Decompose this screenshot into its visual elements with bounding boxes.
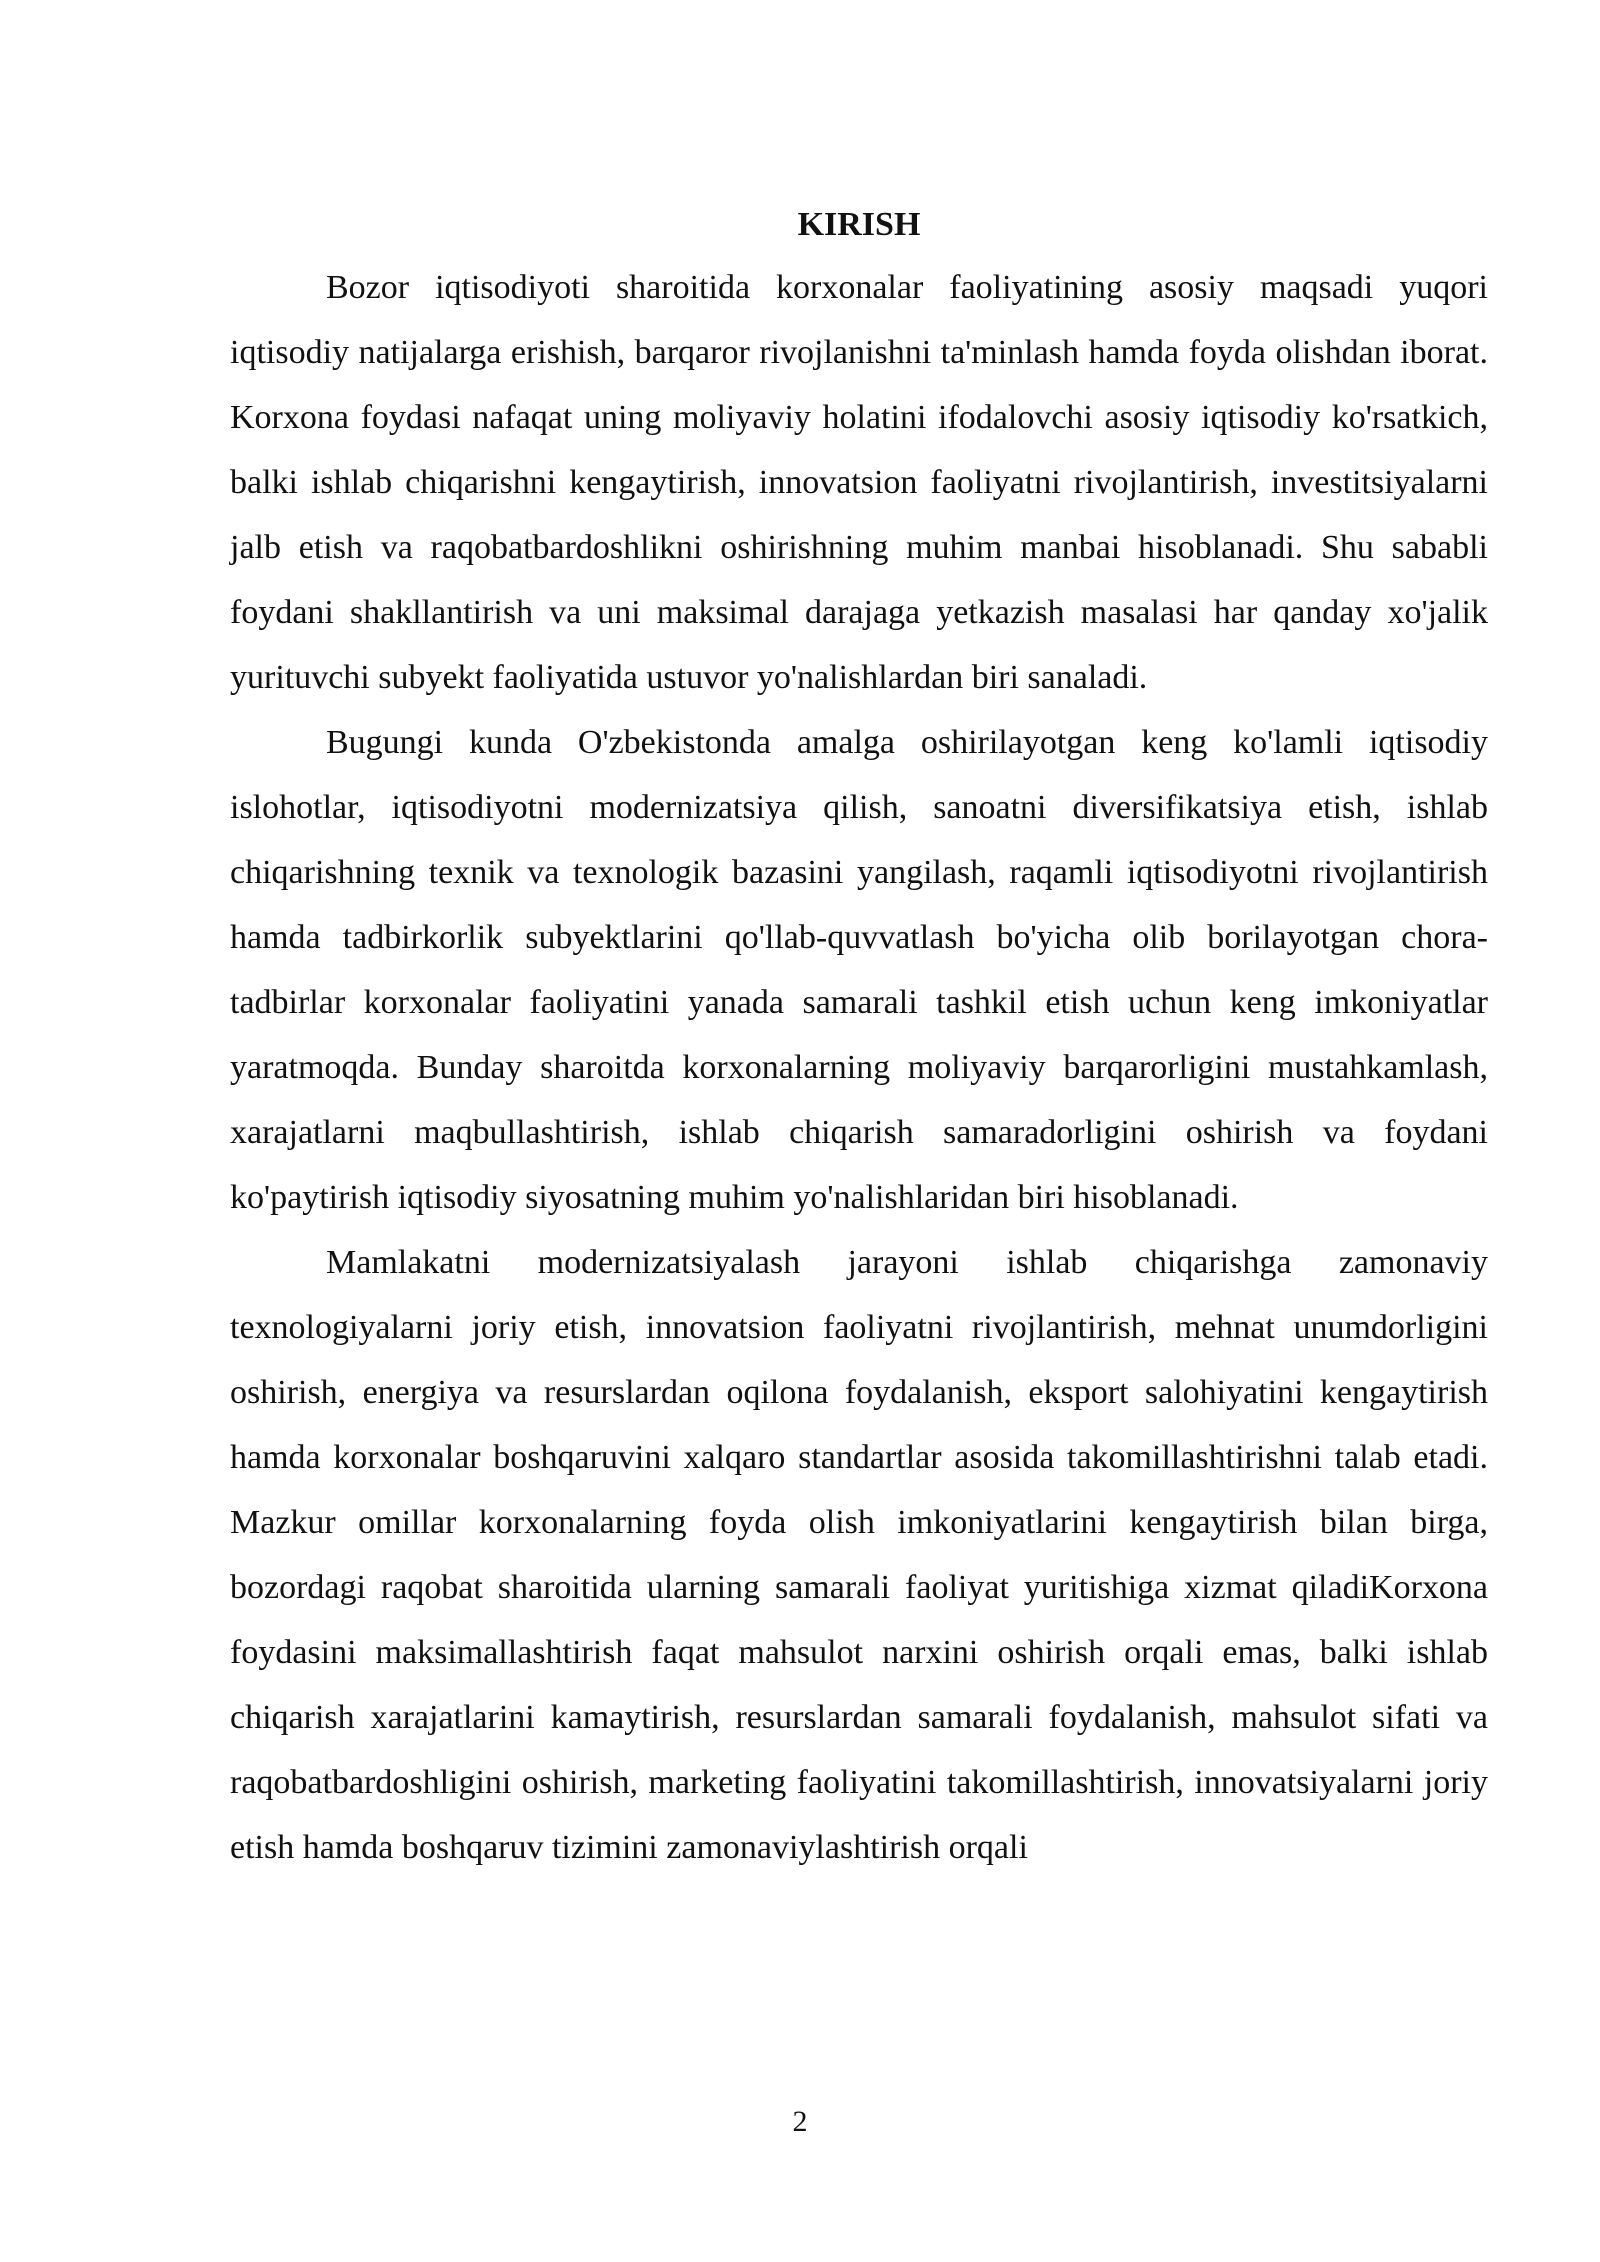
- page-number: 2: [792, 2105, 808, 2138]
- paragraph-2: Bugungi kunda O'zbekistonda amalga oshirilayotgan keng ko'lamli iqtisodiy islohotlar, iqtisodiyotni modernizatsiya qilish, sanoatni diversifikatsiya etish, ishlab chiqarishning texnik va texnologik bazasini yangilash, raqamli iqtisodiyotni rivojlantirish hamda tadbirkorlik subyektlarini qo'llab-quvvatlash bo'yicha olib borilayotgan chora-tadbirlar korxonalar faoliyatini yanada samarali tashkil etish uchun keng imkoniyatlar yaratmoqda. Bunday sharoitda korxonalarning moliyaviy barqarorligini mustahkamlash, xarajatlarni maqbullashtirish, ishlab chiqarish samaradorligini oshirish va foydani ko'paytirish iqtisodiy siyosatning muhim yo'nalishlaridan biri hisoblanadi.: [230, 724, 1488, 1216]
- section-heading: KIRISH: [797, 206, 921, 243]
- paragraph-1: Bozor iqtisodiyoti sharoitida korxonalar faoliyatining asosiy maqsadi yuqori iqtisodiy natijalarga erishish, barqaror rivojlanishni ta'minlash hamda foyda olishdan iborat. Korxona foydasi nafaqat uning moliyaviy holatini ifodalovchi asosiy iqtisodiy ko'rsatkich, balki ishlab chiqarishni kengaytirish, innovatsion faoliyatni rivojlantirish, investitsiyalarni jalb etish va raqobatbardoshlikni oshirishning muhim manbai hisoblanadi. Shu sababli foydani shakllantirish va uni maksimal darajaga yetkazish masalasi har qanday xo'jalik yurituvchi subyekt faoliyatida ustuvor yo'nalishlardan biri sanaladi.: [230, 269, 1488, 696]
- paragraph-3: Mamlakatni modernizatsiyalash jarayoni ishlab chiqarishga zamonaviy texnologiyalarni joriy etish, innovatsion faoliyatni rivojlantirish, mehnat unumdorligini oshirish, energiya va resurslardan oqilona foydalanish, eksport salohiyatini kengaytirish hamda korxonalar boshqaruvini xalqaro standartlar asosida takomillashtirishni talab etadi. Mazkur omillar korxonalarning foyda olish imkoniyatlarini kengaytirish bilan birga, bozordagi raqobat sharoitida ularning samarali faoliyat yuritishiga xizmat qiladiKorxona foydasini maksimallashtirish faqat mahsulot narxini oshirish orqali emas, balki ishlab chiqarish xarajatlarini kamaytirish, resurslardan samarali foydalanish, mahsulot sifati va raqobatbardoshligini oshirish, marketing faoliyatini takomillashtirish, innovatsiyalarni joriy etish hamda boshqaruv tizimini zamonaviylashtirish orqali: [230, 1244, 1488, 1866]
- document-body: [230, 200, 1488, 1880]
